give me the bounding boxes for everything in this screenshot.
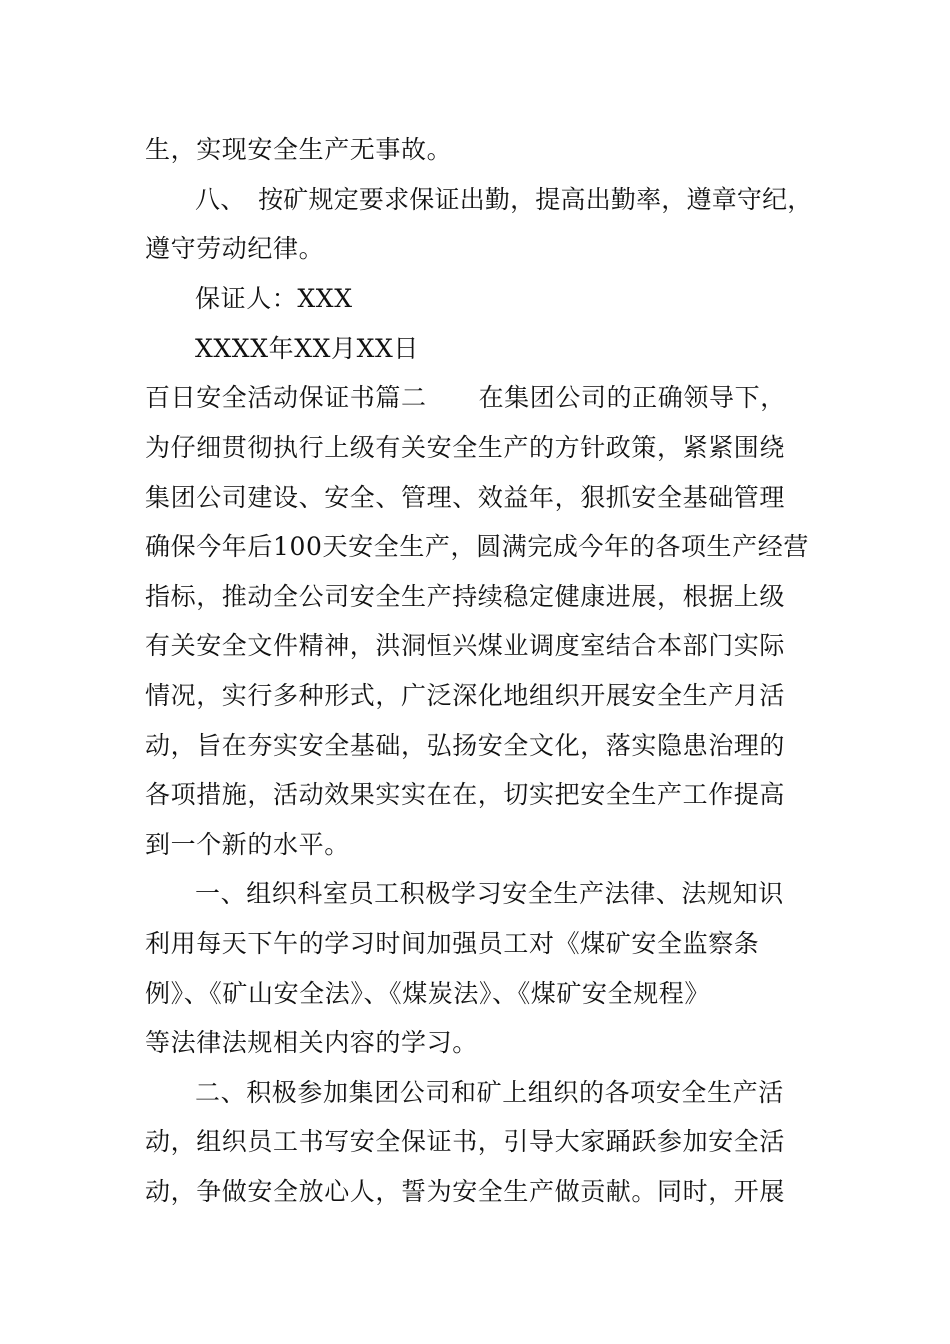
signatory-line: 保证人：XXX (195, 284, 353, 313)
text-line: 一、组织科室员工积极学习安全生产法律、法规知识 (195, 879, 784, 908)
text-line: 生，实现安全生产无事故。 (145, 135, 453, 164)
section-heading: 百日安全活动保证书篇二 (145, 383, 427, 412)
text-line: 动，旨在夯实安全基础，弘扬安全文化，落实隐患治理的 (145, 731, 786, 760)
text-line: 为仔细贯彻执行上级有关安全生产的方针政策，紧紧围绕 (145, 433, 786, 462)
text-line: 确保今年后100天安全生产，圆满完成今年的各项生产经营 (145, 532, 809, 561)
text-line: 遵守劳动纪律。 (145, 234, 325, 263)
text-line: 利用每天下午的学习时间加强员工对《煤矿安全监察条 (145, 929, 760, 958)
text-line: 各项措施，活动效果实实在在，切实把安全生产工作提高 (145, 780, 786, 809)
text-line: 等法律法规相关内容的学习。 (145, 1028, 478, 1057)
text-line: 二、积极参加集团公司和矿上组织的各项安全生产活 (195, 1078, 784, 1107)
date-line: XXXX年XX月XX日 (195, 334, 419, 363)
text-line: 指标，推动全公司安全生产持续稳定健康进展，根据上级 (145, 582, 786, 611)
text-line: 八、 按矿规定要求保证出勤，提高出勤率，遵章守纪， (195, 185, 813, 214)
text-line: 有关安全文件精神，洪洞恒兴煤业调度室结合本部门实际 (145, 631, 786, 660)
text-line: 情况，实行多种形式，广泛深化地组织开展安全生产月活 (145, 681, 786, 710)
text-line: 例》、《矿山安全法》、《煤炭法》、《煤矿安全规程》 (145, 979, 711, 1008)
text-line: 动，组织员工书写安全保证书，引导大家踊跃参加安全活 (145, 1127, 786, 1156)
text-segment: 在集团公司的正确领导下， (478, 383, 786, 412)
text-line: 到一个新的水平。 (145, 830, 350, 859)
text-line: 动，争做安全放心人，誓为安全生产做贡献。同时，开展 (145, 1177, 786, 1206)
text-line: 集团公司建设、安全、管理、效益年，狠抓安全基础管理 (145, 483, 786, 512)
section-heading-line (145, 383, 786, 413)
